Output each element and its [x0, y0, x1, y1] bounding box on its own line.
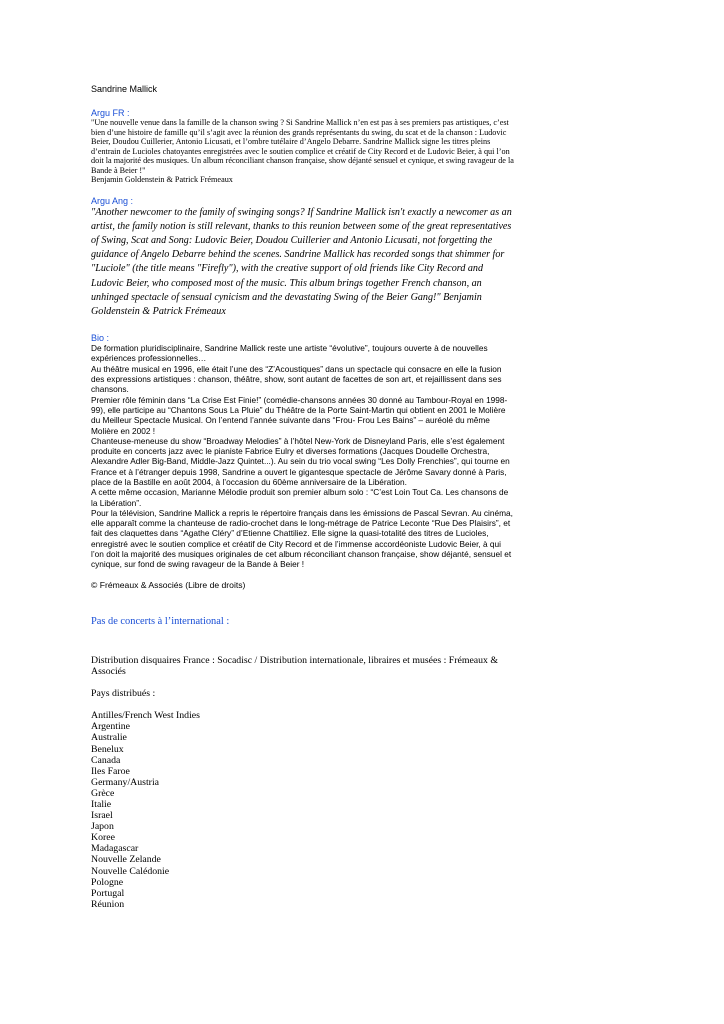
country-item: Germany/Austria	[91, 776, 160, 788]
country-item: Israel	[91, 810, 113, 822]
bio-paragraph: De formation pluridisciplinaire, Sandrine Mallick reste une artiste “évolutive”, toujours ouverte à de nouvelles expériences professionnelles…	[91, 343, 488, 364]
country-item: Nouvelle Zelande	[91, 854, 161, 866]
country-item: Madagascar	[91, 843, 139, 855]
bio-section	[91, 343, 515, 570]
argu-ang-text: "Another newcomer to the family of swinging songs? If Sandrine Mallick isn't exactly a newcomer as an artist, the family notion is still relevant, thanks to this reunion between some of the great representatives of Swing, Scat and Song: Ludovic Beier, Doudou Cuillerier and Antonio Licusati, not forgetting the guidance of Angelo Debarre behind the scenes. Sandrine Mallick has recorded songs that shimmer for "Luciole" (the title means "Firefly"), with the creative support of old friends like City Record and Ludovic Beier, who composed most of the music. This album brings together French chanson, an unhinged spectacle of sensual cynicism and the devastating Swing of the Beier Gang!" Benjamin Goldenstein & Patrick Frémeaux	[91, 206, 512, 317]
document-page	[91, 84, 515, 910]
bio-paragraph: A cette même occasion, Marianne Mélodie produit son premier album solo : “C’est Loin Tout Ca. Les chansons de la Libération”.	[91, 487, 509, 508]
argu-fr-label: Argu FR :	[91, 108, 130, 118]
country-item: Réunion	[91, 898, 125, 910]
distribution-text: Distribution disquaires France : Socadisc / Distribution internationale, libraires et musées : Frémeaux & Associés	[91, 654, 499, 677]
argu-ang-label: Argu Ang :	[91, 195, 134, 206]
copyright-notice: © Frémeaux & Associés (Libre de droits)	[91, 579, 246, 590]
countries-label: Pays distribués :	[91, 688, 156, 700]
argu-fr-author: Benjamin Goldenstein & Patrick Frémeaux	[91, 175, 233, 184]
country-item: Nouvelle Calédonie	[91, 865, 170, 877]
country-item: Benelux	[91, 743, 124, 755]
page-title: Sandrine Mallick	[91, 84, 158, 94]
bio-paragraph: Premier rôle féminin dans “La Crise Est Finie!” (comédie-chansons années 30 donné au Tambour-Royal en 1998-99), elle participe au “Chantons Sous La Pluie” du Théâtre de la Porte Saint-Martin qui obtient en 2001 le Molière du Meilleur Spectacle Musical. On l’entend l’année suivante dans “Frou- Frou Les Bains” – auréolé du même Molière en 2002 !	[91, 394, 508, 436]
bio-paragraph: Chanteuse-meneuse du show “Broadway Melodies” à l’hôtel New-York de Disneyland Paris, elle s’est également produite en concerts jazz avec le pianiste Fabrice Eulry et diverses formations (Jacques Doudelle Orchestra, Alexandre Adler Big-Band, Middle-Jazz Quintet...). Au sein du trio vocal swing “Les Dolly Frenchies”, qui tourne en France et à l’étranger depuis 1998, Sandrine a ouvert le gigantesque spectacle de Jérôme Savary donné à Paris, place de la Bastille en août 2004, à l’occasion du 60ème anniversaire de la Libération.	[91, 435, 510, 487]
countries-list	[91, 710, 515, 910]
argu-fr-text: "Une nouvelle venue dans la famille de la chanson swing ? Si Sandrine Mallick n’en est pas à ses premiers pas artistiques, c’est bien d’une histoire de famille qu’il s’agit avec la réunion des grands représentants du swing, du scat et de la chanson : Ludovic Beier, Doudou Cuillerier, Antonio Licusati, et l’ombre tutélaire d’Angelo Debarre. Sandrine Mallick signe les titres pleins d’entrain de Lucioles chatoyantes enregistrées avec le soutien complice et créatif de City Record et de Ludovic Beier, à qui l’on doit la majorité des musiques. Un album réconciliant chanson française, show déjanté sensuel et cynique, et swing ravageur de la Bande à Beier !"	[91, 118, 514, 175]
country-item: Iles Faroe	[91, 765, 130, 777]
bio-label: Bio :	[91, 333, 110, 344]
country-item: Canada	[91, 754, 121, 766]
country-item: Grèce	[91, 787, 115, 799]
country-item: Antilles/French West Indies	[91, 710, 200, 722]
concerts-heading: Pas de concerts à l’international :	[91, 615, 230, 627]
bio-paragraph: Au théâtre musical en 1996, elle était l’une des “Z’Acoustiques” dans un spectacle qui consacre en elle la fusion des expressions artistiques : chanson, théâtre, show, sont autant de facettes de son art, et rejaillissent dans ses chansons.	[91, 363, 502, 395]
country-item: Portugal	[91, 887, 125, 899]
country-item: Italie	[91, 799, 112, 811]
country-item: Argentine	[91, 721, 130, 733]
country-item: Koree	[91, 832, 115, 844]
bio-paragraph: Pour la télévision, Sandrine Mallick a repris le répertoire français dans les émissions de Pascal Sevran. Au cinéma, elle apparaît comme la chanteuse de radio-crochet dans le long-métrage de Patrice Leconte “Rue Des Plaisirs”, et fait des claquettes dans “Agathe Cléry” d’Etienne Chattiliez. Elle signe la quasi-totalité des titres de Lucioles, enregistré avec le soutien complice et créatif de City Record et de l’immense accordéoniste Ludovic Beier, à qui l’on doit la majorité des musiques originales de cet album réconciliant chanson française, show déjanté, sensuel et cynique, sur fond de swing ravageur de la Bande à Beier !	[91, 507, 513, 570]
country-item: Australie	[91, 732, 127, 744]
country-item: Pologne	[91, 876, 124, 888]
country-item: Japon	[91, 821, 114, 833]
